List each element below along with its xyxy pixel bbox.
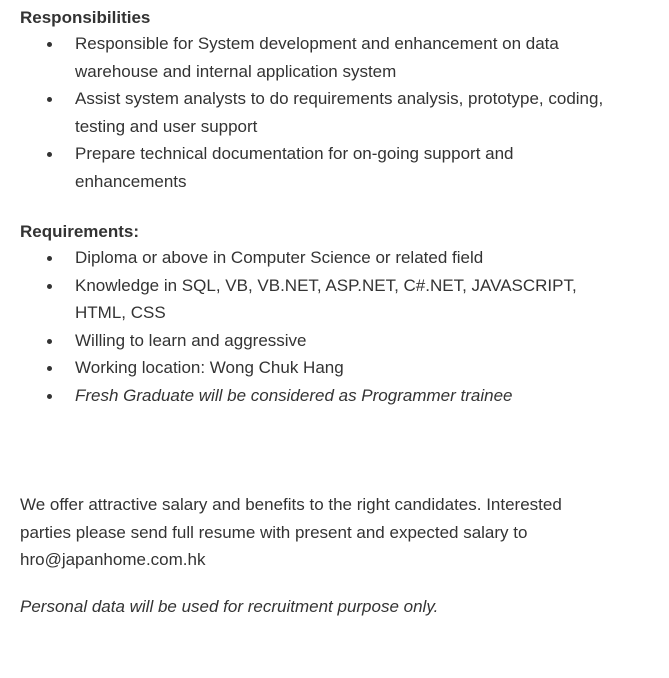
job-posting <box>20 6 660 620</box>
offer-text: parties please send full resume with present and expected salary to <box>20 522 528 542</box>
bullet-icon <box>47 152 52 157</box>
list-item <box>20 244 660 272</box>
list-item-text: Willing to learn and aggressive <box>75 330 307 350</box>
list-item-text: warehouse and internal application system <box>75 61 397 81</box>
list-item <box>20 354 660 382</box>
requirements-heading: Requirements: <box>20 222 140 241</box>
list-item <box>20 382 660 410</box>
list-item <box>20 30 660 85</box>
list-item <box>20 85 660 140</box>
list-item-text: enhancements <box>75 171 187 191</box>
list-item <box>20 140 660 195</box>
list-item-text: Fresh Graduate will be considered as Programmer trainee <box>75 385 513 405</box>
bullet-icon <box>47 366 52 371</box>
email-link[interactable]: hro@japanhome.com.hk <box>20 550 206 569</box>
list-item-text: HTML, CSS <box>75 303 166 322</box>
offer-text: We offer attractive salary and benefits to the right candidates. Interested <box>20 495 562 514</box>
bullet-icon <box>47 339 52 344</box>
list-item <box>20 327 660 355</box>
list-item-text: Responsible for System development and enhancement on data <box>75 34 559 53</box>
responsibilities-heading: Responsibilities <box>20 8 151 27</box>
bullet-icon <box>47 394 52 399</box>
list-item-text: Diploma or above in Computer Science or related field <box>75 248 484 267</box>
bullet-icon <box>47 256 52 261</box>
offer-paragraph <box>20 491 660 574</box>
list-item-text: Working location: Wong Chuk Hang <box>75 358 344 377</box>
list-item <box>20 272 660 327</box>
bullet-icon <box>47 97 52 102</box>
list-item-text: Prepare technical documentation for on-going support and <box>75 144 514 163</box>
bullet-icon <box>47 42 52 47</box>
responsibilities-list <box>20 30 660 195</box>
bullet-icon <box>47 284 52 289</box>
list-item-text: Assist system analysts to do requirements analysis, prototype, coding, <box>75 89 604 108</box>
list-item-text: testing and user support <box>75 116 258 136</box>
list-item-text: Knowledge in SQL, VB, VB.NET, ASP.NET, C#.NET, JAVASCRIPT, <box>75 275 577 295</box>
requirements-list <box>20 244 660 409</box>
privacy-note: Personal data will be used for recruitment purpose only. <box>20 596 439 616</box>
